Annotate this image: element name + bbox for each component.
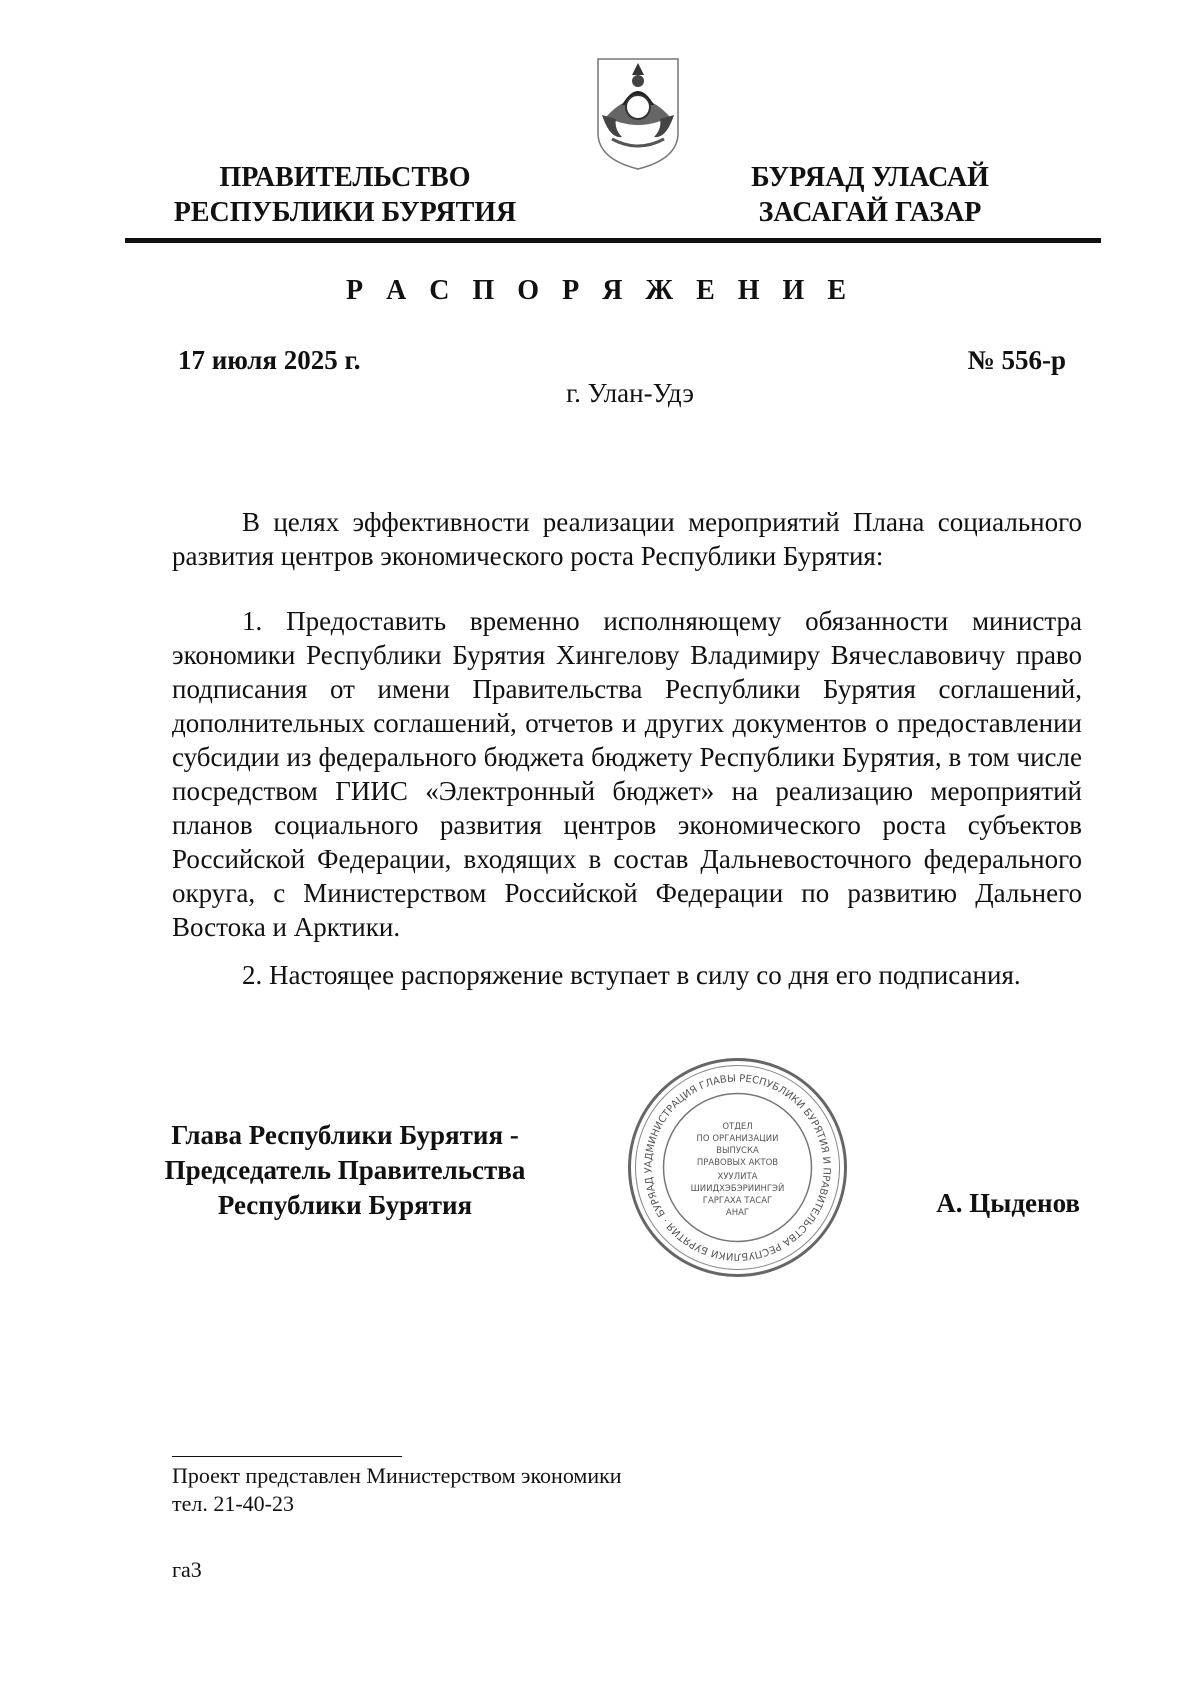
paragraph-item-1 — [172, 604, 1082, 944]
header-left-line2: РЕСПУБЛИКИ БУРЯТИЯ — [173, 197, 517, 228]
signatory-title-line1: Глава Республики Бурятия - — [171, 1120, 519, 1150]
header-left-line1: ПРАВИТЕЛЬСТВО — [219, 162, 471, 193]
stamp-ring-text: АДМИНИСТРАЦИЯ ГЛАВЫ РЕСПУБЛИКИ БУРЯТИЯ И ПРАВИТЕЛЬСТВА РЕСПУБЛИКИ БУРЯТИЯ · БУРЯАД У — [643, 1073, 832, 1262]
stamp-center-line: ХУУЛИТА — [717, 1172, 758, 1182]
document-code: га3 — [172, 1557, 202, 1582]
paragraph-preamble-text: В целях эффективности реализации мероприятий Плана социального развития центров экономического роста Республики Бурятия: — [172, 507, 1082, 571]
header-right-line2: ЗАСАГАЙ ГАЗАР — [758, 197, 982, 228]
header-right-line1: БУРЯАД УЛАСАЙ — [751, 162, 989, 193]
coat-of-arms-icon — [592, 55, 684, 173]
stamp-center-line: ГАРГАХА ТАСАГ — [702, 1196, 773, 1206]
footnote-divider — [172, 1456, 402, 1457]
stamp-center-line: ПРАВОВЫХ АКТОВ — [696, 1158, 779, 1168]
footnote-phone: тел. 21-40-23 — [172, 1491, 295, 1516]
document-type: Р А С П О Р Я Ж Е Н И Е — [345, 275, 855, 306]
signatory-title — [150, 1118, 540, 1223]
stamp-center-line: ШИИДХЭБЭРИИНГЭЙ — [690, 1184, 785, 1194]
paragraph-item-2-text: 2. Настоящее распоряжение вступает в силу со дня его подписания. — [242, 960, 1021, 990]
stamp-center-line: АНАГ — [725, 1208, 750, 1218]
signatory-name: А. Цыденов — [936, 1188, 1080, 1218]
stamp-center-line: ОТДЕЛ — [722, 1122, 753, 1132]
header-left — [150, 160, 540, 230]
paragraph-item-1-text: 1. Предоставить временно исполняющему обязанности министра экономики Республики Бурятия Хингелову Владимиру Вячеславовичу право подписания от имени Правительства Республики Бурятия соглашений, дополнительных соглашений, отчетов и других документов о предоставлении субсидии из федерального бюджета бюджету Республики Бурятия, в том числе посредством ГИИС «Электронный бюджет» на реализацию мероприятий планов социального развития центров экономического роста субъектов Российской Федерации, входящих в состав Дальневосточного федерального округа, с Министерством Российской Федерации по развитию Дальнего Востока и Арктики. — [172, 606, 1082, 942]
document-city: г. Улан-Удэ — [566, 378, 694, 408]
signatory-title-line2: Председатель Правительства — [164, 1155, 526, 1185]
signatory-title-line3: Республики Бурятия — [217, 1190, 473, 1220]
header-divider — [125, 238, 1101, 243]
footnote-prepared-by: Проект представлен Министерством экономики — [172, 1463, 622, 1488]
footnote — [172, 1462, 622, 1518]
stamp-center-line: ВЫПУСКА — [716, 1146, 759, 1156]
document-date: 17 июля 2025 г. — [178, 345, 361, 375]
paragraph-item-2 — [172, 958, 1082, 992]
paragraph-preamble — [172, 505, 1082, 573]
header-right — [700, 160, 1040, 230]
official-stamp — [625, 1055, 850, 1280]
stamp-center-line: ПО ОРГАНИЗАЦИИ — [696, 1134, 779, 1144]
document-number: № 556-р — [967, 345, 1066, 375]
